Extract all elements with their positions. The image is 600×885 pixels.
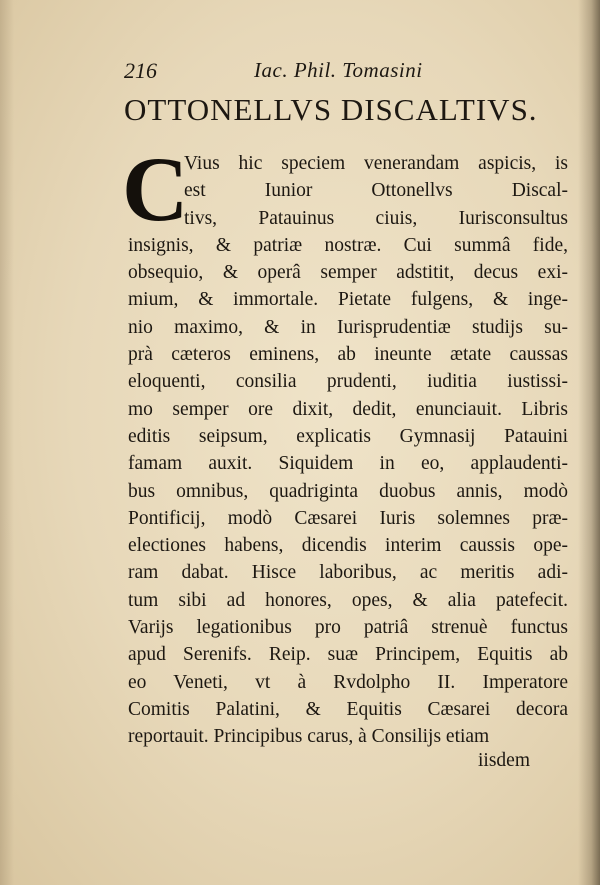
body-text [128, 150, 568, 751]
text-line: mo semper ore dixit, dedit, enunciauit. Libris [128, 398, 568, 420]
text-line: apud Serenifs. Reip. suæ Principem, Equitis ab [128, 644, 568, 666]
text-line: tum sibi ad honores, opes, & alia patefecit. [128, 589, 568, 611]
catchword: iisdem [478, 750, 530, 771]
text-line: obsequio, & operâ semper adstitit, decus exi- [128, 262, 568, 284]
text-line: mium, & immortale. Pietate fulgens, & inge- [128, 289, 568, 311]
text-line: est Iunior Ottonellvs Discal- [184, 180, 568, 202]
page-number: 216 [124, 58, 157, 83]
text-line: Vius hic speciem venerandam aspicis, is [184, 153, 568, 174]
text-line: prà cæteros eminens, ab ineunte ætate caussas [128, 344, 568, 366]
text-line: insignis, & patriæ nostræ. Cui summâ fide, [128, 234, 568, 256]
text-line: famam auxit. Siquidem in eo, applaudenti- [128, 453, 568, 475]
text-line: electiones habens, dicendis interim caussis ope- [128, 535, 568, 557]
text-line: Varijs legationibus pro patriâ strenuè functus [128, 617, 568, 639]
text-line: Pontificij, modò Cæsarei Iuris solemnes præ- [128, 507, 568, 529]
text-line: Comitis Palatini, & Equitis Cæsarei decora [128, 698, 568, 720]
page-title: OTTONELLVS DISCALTIVS. [124, 92, 538, 127]
gutter-shadow [578, 0, 600, 885]
text-line: bus omnibus, quadriginta duobus annis, modò [128, 480, 568, 502]
text-line: nio maximo, & in Iurisprudentiæ studijs su- [128, 316, 568, 338]
text-line: eo Veneti, vt à Rvdolpho II. Imperatore [128, 671, 568, 693]
drop-initial: C [122, 138, 189, 240]
text-line: tivs, Patauinus ciuis, Iurisconsultus [184, 207, 568, 229]
page-edge-shadow [0, 0, 14, 885]
running-head: Iac. Phil. Tomasini [254, 58, 423, 82]
text-line: ram dabat. Hisce laboribus, ac meritis adi- [128, 562, 568, 584]
text-line: reportauit. Principibus carus, à Consilijs etiam [128, 726, 490, 748]
page-header [124, 58, 564, 88]
text-line: eloquenti, consilia prudenti, iuditia iustissi- [128, 371, 568, 393]
text-line: editis seipsum, explicatis Gymnasij Patauini [128, 425, 568, 447]
